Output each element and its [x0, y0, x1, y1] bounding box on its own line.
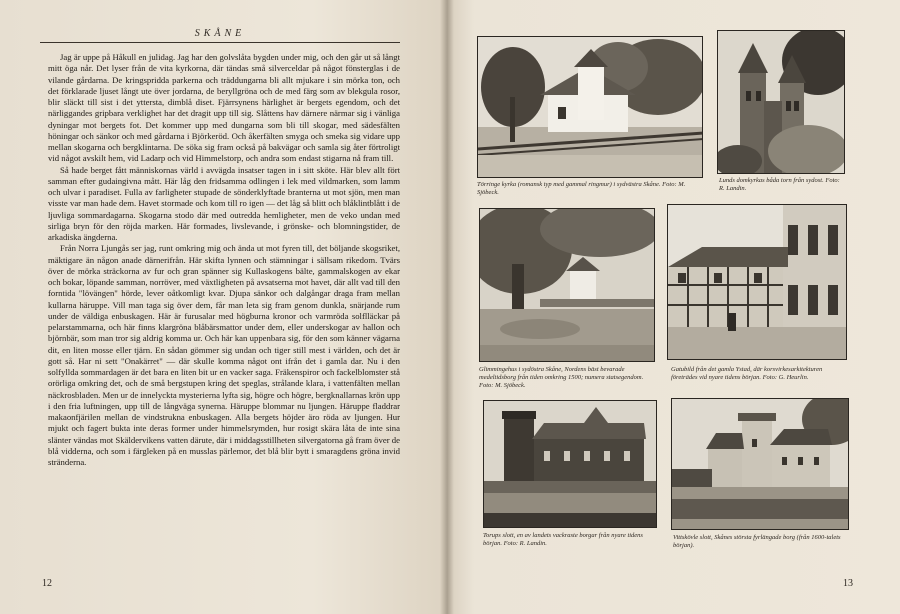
- book-gutter: [440, 0, 454, 614]
- paragraph: Så hade berget fått människornas värld i avvägda insatser tagen in i sitt sköte. Här blev allt fört samman efter gudaingivna mått. Här låg den fridsamma odlingen i lek med vildmarken, som lamm och ulvar i paradiset. Fulla av farligheter stupade de sönderklyftade branterna ut mot sjön, men man visste var man hade dem. Havet stormade och kom till ro igen — det låg så blitt och blåklintblått i de ljuvliga sommardagarna. Skogarna stodo där med outredda hemligheter, men de veko undan med sirliga bryn för den röjda marken. Här formades, livslevande, i grönske- och blomningstider, de arkadiska ängderna.: [48, 164, 400, 242]
- paragraph: Jag är uppe på Håkull en julidag. Jag har den golvslåta bygden under mig, och den går ut så långt mitt öga når. Det lyser från de vita kyrkorna, där tändas små silverceldar på något fönsterglas i de vilande gårdarna. De kringspridda parkerna och träddungarna bli allt mjukare i sin mörka ton, och det förklarade ljuset långt ute över jordarna, de beryllgröna och de med färg som av blekgula rosor, blir släckt till sist i det yttersta, dimblå diset. Fjärrsynens härlighet är bergets egendom, och det närliggandes gripbara verklighet har det dragit upp till sig. Slåttens hav därnere närmar sig i vänliga dyningar mot bergets fot. Det kommer upp med dungarna som bli till skogar, med sädesfälten höningar och sänkor och med gårdarna i Björkeröd. Och åkerfälten smyga och smeka sig vidare upp mellan skogarna och bergklintarna. De söka sig fram också på bakvägar och samla sig åter förtroligt vid något avskilt hem, vid Ladarp och vid Himmelstorp, och andra som endast stigarna nå fram till.: [48, 52, 400, 164]
- article-body: [48, 52, 400, 468]
- photo-vittskovle-slott: [671, 398, 849, 530]
- paragraph: Från Norra Ljungås ser jag, runt omkring mig och ända ut mot fyren till, det böljande skogsriket, mäktigare än någon anade därnerifrån. Här skifta lynnen och stämningar i sällsam rikedom. Tvärs över de mörka sträckorna av fur och gran spänner sig Kullaskogens bälte, gammalskogen av ekar och bokar, löpande samman, norröver, med växtligheten på avsatserna mot havet, där allt vad till den forntida "lövängen" hörde, lever oåtkomligt kvar. Djupa sänkor och dalgångar draga fram mellan kullarna häruppe. Vill man taga sig över dem, får man leta sig fram genom dunkla, snärjande rum under de väldiga enbuskagen. Här är furusalar med högburna kronor och varmröda solflläckar på pelarstammarna, och här finns klargröna blåbärsmattor under dem, eller underskogar av hallon och björnbär, som man tror sig aldrig komma ur. Och här kan uppenbara sig, för den som känner vägarna dit, en liten mosse eller tjärn. En sådan gömmer sig undan och tiger still mest i världen, och det är gott så. Har ni sett "Onakärret" — där skulle komma något ont ifrån det i gamla dar. Nu i den solfyllda sommardagen är det bara en liten bit ur en vacker saga. Fräkenspiror och fackelblomster stå orörliga omkring det, och de små bergstupen kring det speglas, strålande klara, i vattenfälten mellan näckrosbladen. Men ur de innelyckta mysterierna lyfta sig, högre och högre, bergknallarnas krön upp i den fria luftningen, upp till de långväga synerna. Häruppe blommar nu ljungen. Häruppe fladdrar makaonfjärilen mellan de vindstrukna enbuskagen. Alla bergets höjder äro röda av ljungen. Hur mjukt och fagert bukta inte deras former under himmelsrymden, hur rosigt skära låta de inte sina slänter vändas mot Skäldervikens vatten därute, där i middagsstillheten silvergatorna gå fram över de blå vidderna, och som i färgleken på en musslas pärlemor, det blå blir bytt i smaragdens gröna invid stränderna.: [48, 243, 400, 467]
- caption-vittskovle-slott: Vittskövle slott, Skånes största fyrlängade borg (från 1600-talets början).: [673, 534, 841, 549]
- photo-torringe-kyrka: [477, 36, 703, 178]
- caption-torringe-kyrka: Törringe kyrka (romansk typ med gammal ringmur) i sydvästra Skåne. Foto: M. Sjöbeck.: [477, 181, 686, 196]
- caption-glimmingehus: Glimmingehus i sydöstra Skåne, Nordens bäst bevarade medeltidsborg från tiden omkring 1500; numera statsegendom. Foto: M. Sjöbeck.: [479, 366, 644, 389]
- caption-torups-slott: Torups slott, en av landets vackraste borgar från nyare tidens början. Foto: R. Landin.: [483, 532, 643, 547]
- header-rule: [40, 42, 400, 43]
- page-number-left: 12: [42, 578, 52, 589]
- caption-gatubild-ystad: Gatubild från det gamla Ystad, där korsvirkesarkitekturen företrädes vid nyare tidens början. Foto: G. Heurlin.: [671, 366, 823, 381]
- photo-gatubild-ystad: [667, 204, 847, 360]
- photo-lunds-domkyrka: [717, 30, 845, 174]
- right-page: [447, 0, 900, 614]
- left-page: [0, 0, 447, 614]
- photo-glimmingehus: [479, 208, 655, 362]
- running-head: SKÅNE: [194, 28, 246, 39]
- page-number-right: 13: [843, 578, 853, 589]
- caption-lunds-domkyrka: Lunds domkyrkas båda torn från sydost. Foto: R. Landin.: [719, 177, 840, 192]
- photo-torups-slott: [483, 400, 657, 528]
